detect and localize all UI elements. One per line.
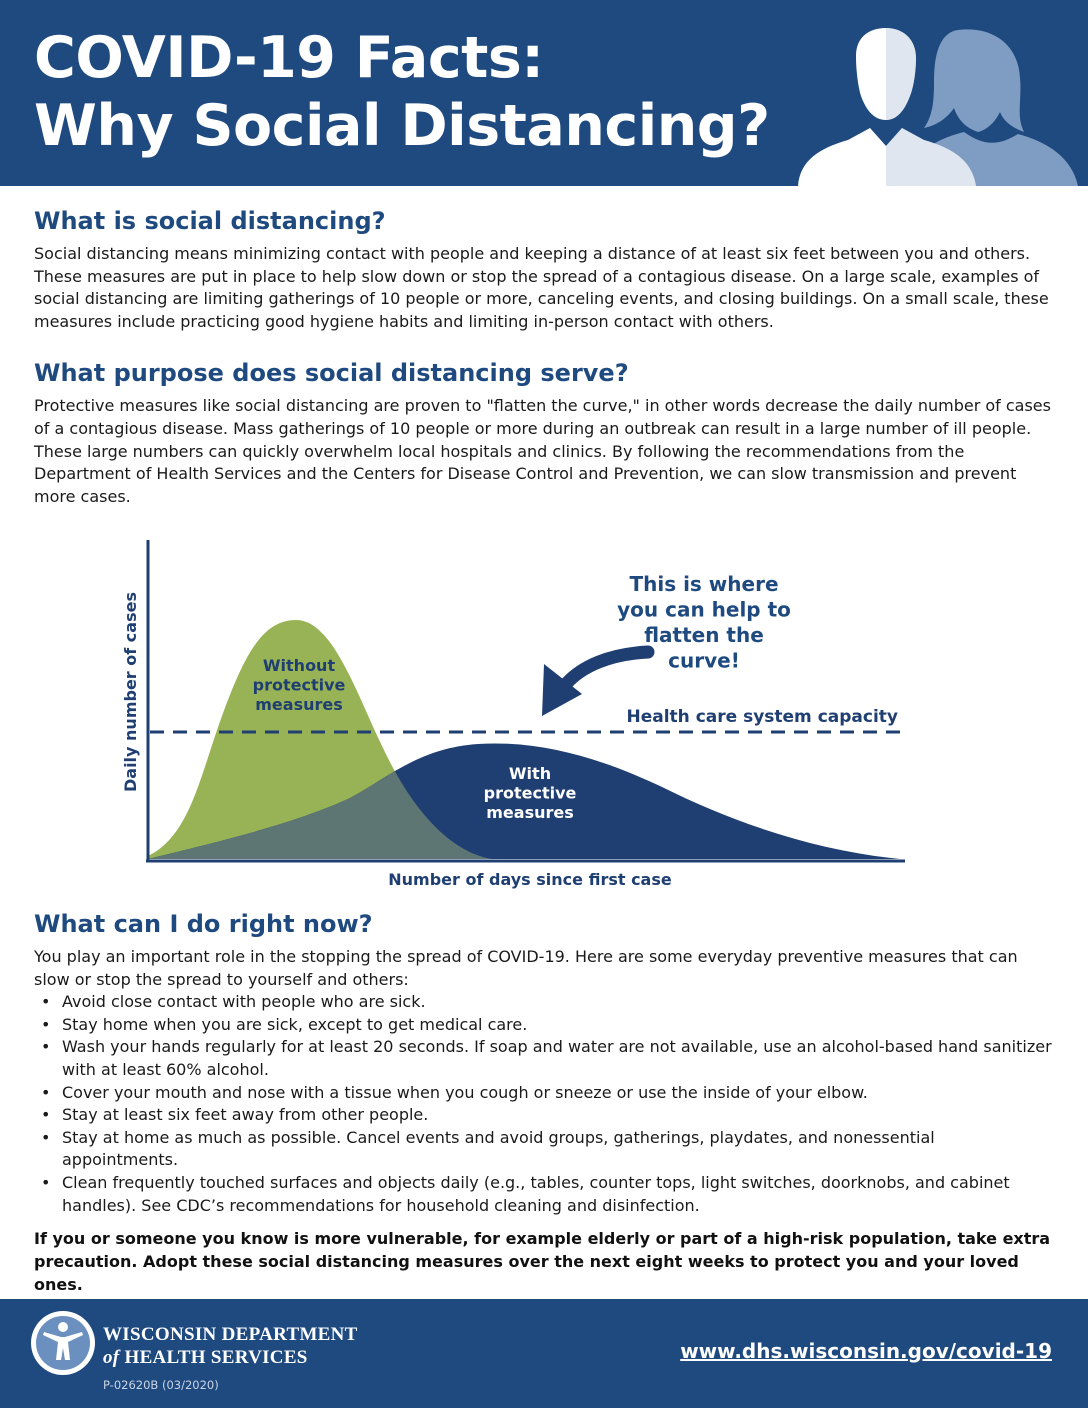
- heading-what-is: What is social distancing?: [34, 207, 386, 235]
- label-with-line-2: protective: [483, 783, 577, 803]
- org-name-rest: HEALTH SERVICES: [119, 1347, 308, 1368]
- intro-sections: [34, 205, 1054, 508]
- label-without-line-2: protective: [252, 675, 346, 695]
- heading-right-now: What can I do right now?: [34, 910, 373, 938]
- people-silhouettes-icon: [728, 0, 1088, 186]
- label-without-line-1: Without: [262, 656, 336, 675]
- list-item: • Stay at home as much as possible. Cancel events and avoid groups, gatherings, playdates, and nonessential appointments.: [62, 1127, 1054, 1172]
- title-line-2: Why Social Distancing?: [34, 93, 770, 159]
- page-title: [34, 24, 770, 160]
- label-without-protective-measures: [253, 656, 346, 714]
- label-with-line-1: With: [508, 764, 552, 783]
- callout-line-3: flatten the: [644, 623, 764, 647]
- heading-purpose: What purpose does social distancing serve?: [34, 359, 629, 388]
- footer-banner: [0, 1299, 1088, 1408]
- header-banner: [0, 0, 1088, 186]
- org-name-line-1: WISCONSIN DEPARTMENT: [103, 1324, 358, 1345]
- list-item: • Avoid close contact with people who are sick.: [62, 991, 1054, 1014]
- paragraph-what-is: Social distancing means minimizing contact with people and keeping a distance of at least six feet between you and others. These measures are put in place to help slow down or stop the spread of a contagious disease. On a large scale, examples of social distancing are limiting gatherings of 10 people or more, canceling events, and closing buildings. On a small scale, these measures include practicing good hygiene habits and limiting in-person contact with others.: [34, 244, 1049, 331]
- paragraph-right-now-intro: You play an important role in the stopping the spread of COVID-19. Here are some everyday preventive measures that can slow or stop the spread to yourself and others:: [34, 947, 1018, 989]
- list-item: • Wash your hands regularly for at least 20 seconds. If soap and water are not available, use an alcohol-based hand sanitizer with at least 60% alcohol.: [62, 1036, 1054, 1081]
- callout-line-2: you can help to: [617, 597, 791, 622]
- preventive-measures-list: [34, 991, 1054, 1217]
- flatten-curve-chart: [0, 536, 1088, 896]
- title-line-1: COVID-19 Facts:: [34, 25, 544, 91]
- label-without-line-3: measures: [255, 695, 343, 714]
- callout-line-4: curve!: [668, 648, 740, 673]
- publication-number: P-02620B (03/2020): [103, 1378, 219, 1392]
- org-name-prefix: of: [103, 1347, 120, 1368]
- chart-svg: [0, 536, 1088, 896]
- dhs-covid-link[interactable]: www.dhs.wisconsin.gov/covid-19: [680, 1339, 1052, 1363]
- closing-note: If you or someone you know is more vulnerable, for example elderly or part of a high-risk population, take extra precaution. Adopt these social distancing measures over the next eight weeks to protect you and your loved ones.: [34, 1229, 1051, 1295]
- dhs-logo-icon: [30, 1310, 96, 1376]
- x-axis-label: Number of days since first case: [388, 870, 672, 889]
- paragraph-purpose: Protective measures like social distancing are proven to "flatten the curve," in other words decrease the daily number of cases of a contagious disease. Mass gatherings of 10 people or more during an outbreak can result in a large number of ill people. These large numbers can quickly overwhelm local hospitals and clinics. By following the recommendations from the Department of Health Services and the Centers for Disease Control and Prevention, we can slow transmission and prevent more cases.: [34, 396, 1051, 506]
- list-item: • Cover your mouth and nose with a tissue when you cough or sneeze or use the inside of your elbow.: [62, 1082, 1054, 1105]
- org-name-line-2: [103, 1347, 308, 1369]
- label-with-line-3: measures: [486, 803, 574, 822]
- callout-arrow-icon: [566, 652, 648, 684]
- list-item: • Stay home when you are sick, except to get medical care.: [62, 1014, 1054, 1037]
- capacity-label: Health care system capacity: [626, 707, 898, 727]
- y-axis-label: Daily number of cases: [121, 592, 140, 792]
- list-item: • Clean frequently touched surfaces and objects daily (e.g., tables, counter tops, light switches, doorknobs, and cabinet handles). See CDC’s recommendations for household cleaning and disinfection.: [62, 1172, 1054, 1217]
- actions-section: [34, 908, 1054, 1296]
- list-item: • Stay at least six feet away from other people.: [62, 1104, 1054, 1127]
- callout-line-1: This is where: [629, 572, 779, 596]
